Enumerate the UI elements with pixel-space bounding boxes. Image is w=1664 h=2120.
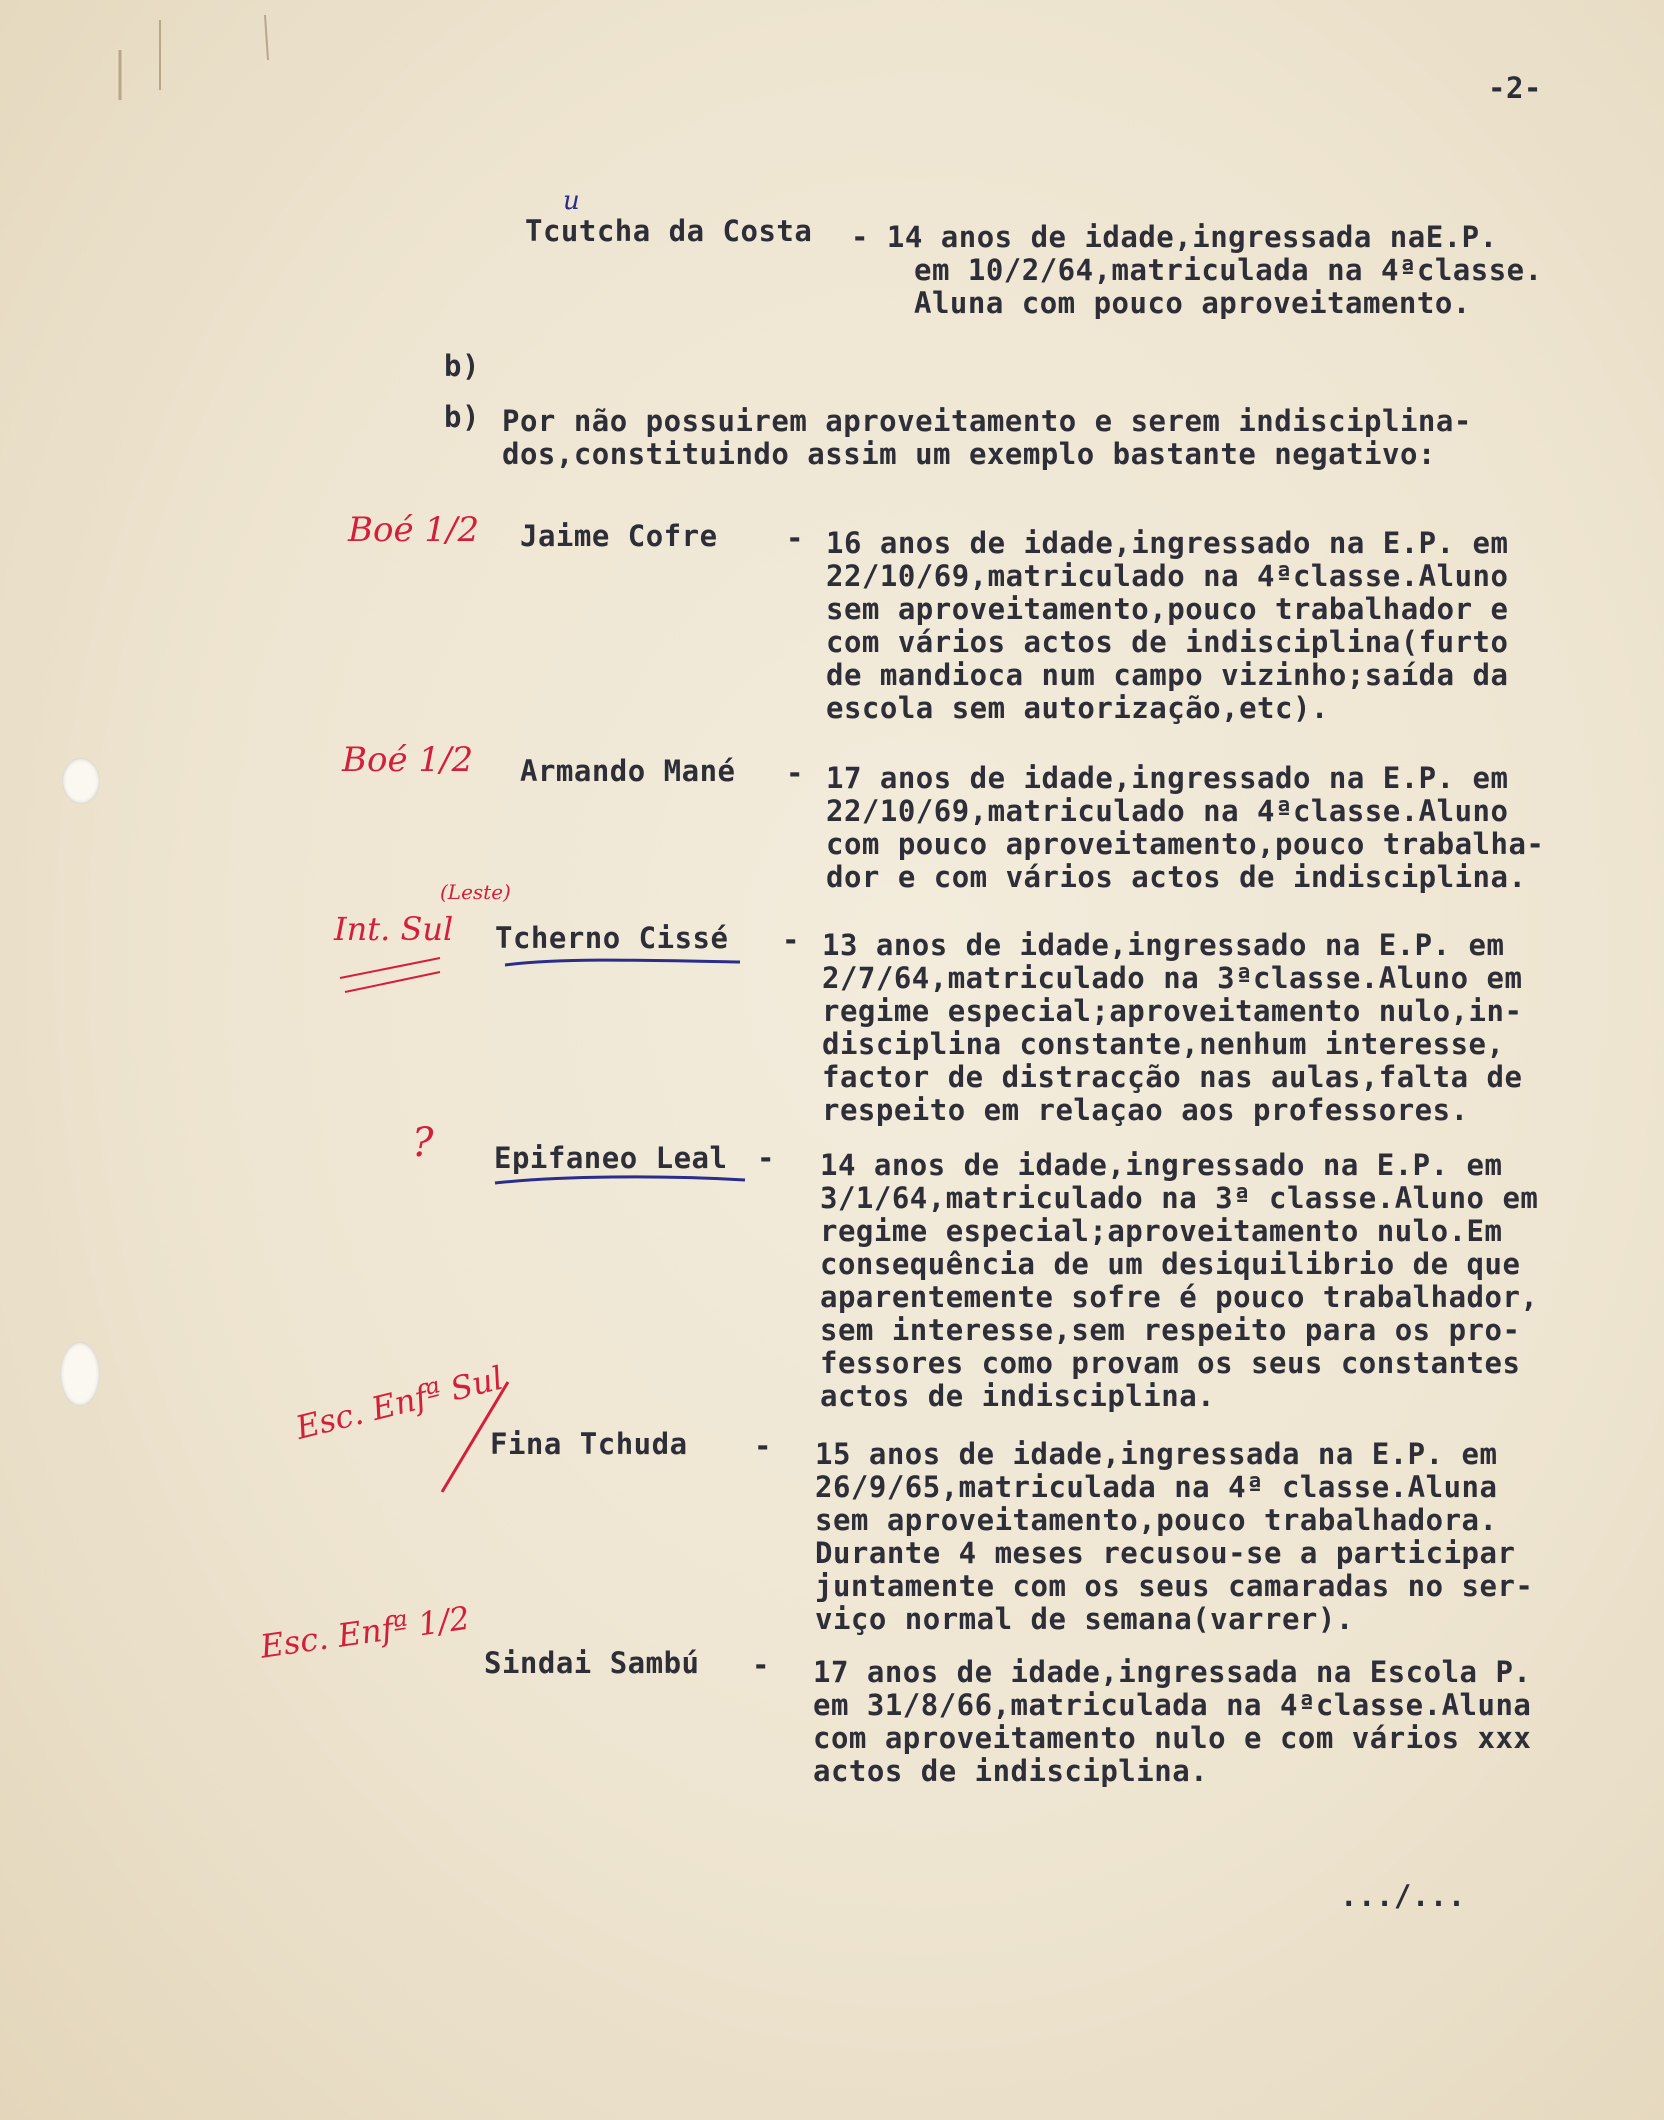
entry-text-armando: 17 anos de idade,ingressado na E.P. em 22/10/69,matriculado na 4ªclasse.Aluno com pouco aproveitamento,pouco trabalha- dor e com vários actos de indisciplina. [826,761,1545,894]
section-b-marker: b) [444,400,480,434]
entry-text-tcherno: 13 anos de idade,ingressado na E.P. em 2/7/64,matriculado na 3ªclasse.Aluno em regime especial;aproveitamento nulo,in- disciplina constante,nenhum interesse, factor de distracção nas aulas,falta de respeito em relaçao aos professores. [822,928,1523,1127]
entry-text-jaime: 16 anos de idade,ingressado na E.P. em 22/10/69,matriculado na 4ªclasse.Aluno sem aproveitamento,pouco trabalhador e com vários actos de indisciplina(furto de mandioca num campo vizinho;saída da escola sem autorização,etc). [826,526,1509,725]
punch-hole-top [62,758,100,804]
intro-entry-text: - 14 anos de idade,ingressada naE.P. em 10/2/64,matriculada na 4ªclasse. Aluna com pouco aproveitamento. [851,220,1543,320]
entry-text-fina: 15 anos de idade,ingressada na E.P. em 26/9/65,matriculada na 4ª classe.Aluna sem aproveitamento,pouco trabalhadora. Durante 4 meses recusou-se a participar juntamente com os seus camaradas no ser- viço normal de semana(varrer). [815,1437,1534,1636]
continuation-marker: .../... [1340,1879,1466,1913]
annotation-tcherno: Int. Sul [334,910,454,948]
entry-text-sindai: 17 anos de idade,ingressada na Escola P. em 31/8/66,matriculada na 4ªclasse.Aluna com aproveitamento nulo e com vários xxx actos de indisciplina. [813,1655,1532,1788]
entry-name-fina: Fina Tchuda [490,1427,688,1461]
entry-name-armando: Armando Mané [520,754,736,788]
entry-dash-fina: - [754,1429,772,1463]
entry-name-epifaneo: Epifaneo Leal [494,1141,728,1175]
entry-name-tcherno: Tcherno Cissé [495,921,729,955]
entry-dash-tcherno: - [782,923,800,957]
name-correction: u [563,186,580,216]
page-number: -2- [1488,71,1542,105]
annotation-tcherno-note: (Leste) [440,880,511,904]
entry-text-epifaneo: 14 anos de idade,ingressado na E.P. em 3/1/64,matriculado na 3ª classe.Aluno em regime especial;aproveitamento nulo.Em consequência de um desiquilibrio de que aparentemente sofre é pouco trabalhador, sem interesse,sem respeito para os pro- fessores como provam os seus constantes actos de indisciplina. [820,1148,1539,1413]
entry-dash-sindai: - [752,1648,770,1682]
section-b-text: Por não possuirem aproveitamento e serem indisciplina- dos,constituindo assim um exemplo bastante negativo: [502,404,1472,471]
annotation-sindai: Esc. Enfª 1/2 [258,1598,472,1666]
annotation-armando: Boé 1/2 [342,740,474,780]
punch-hole-bottom [60,1342,100,1406]
entry-dash-armando: - [786,756,804,790]
annotation-jaime: Boé 1/2 [348,510,480,550]
annotation-fina: Esc. Enfª Sul [292,1358,507,1447]
entry-name-jaime: Jaime Cofre [520,519,718,553]
entry-name-sindai: Sindai Sambú [484,1646,700,1680]
entry-dash-jaime: - [786,521,804,555]
annotation-epifaneo: ? [412,1120,434,1166]
entry-dash-epifaneo: - [757,1141,775,1175]
section-b-stray-marker: b) [444,349,480,383]
intro-entry-name: Tcutcha da Costa [525,214,813,248]
